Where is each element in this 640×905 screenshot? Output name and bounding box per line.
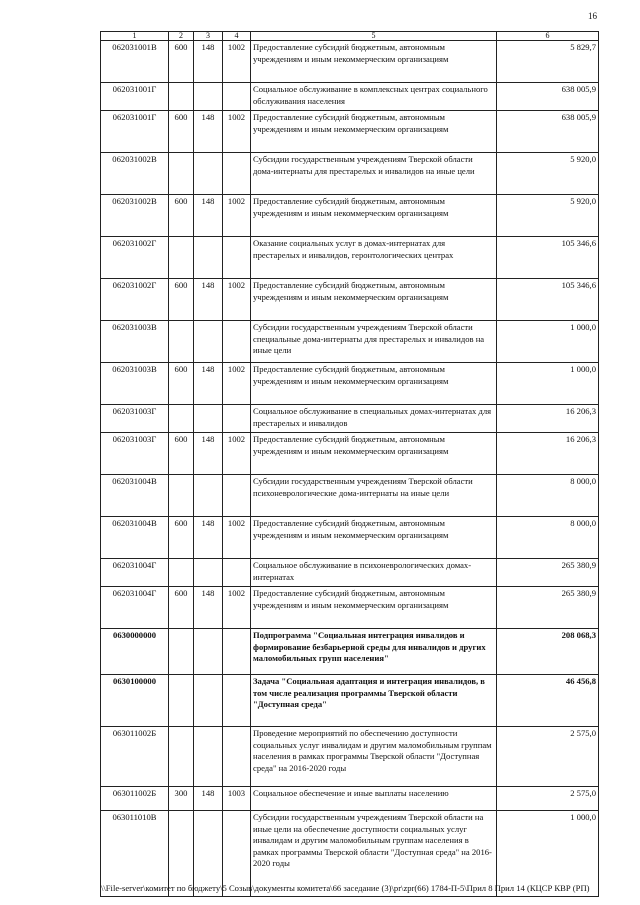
table-row bbox=[101, 587, 599, 629]
amount-cell: 8 000,0 bbox=[497, 475, 599, 517]
expense-type-cell: 600 bbox=[169, 433, 194, 475]
target-code-cell: 062031003В bbox=[101, 363, 169, 405]
expense-type-cell: 600 bbox=[169, 41, 194, 83]
target-code-cell: 062031003Г bbox=[101, 433, 169, 475]
section-code-cell bbox=[223, 237, 251, 279]
admin-code-cell bbox=[194, 475, 223, 517]
expense-type-cell: 600 bbox=[169, 195, 194, 237]
expense-type-cell bbox=[169, 629, 194, 675]
section-code-cell bbox=[223, 727, 251, 787]
description-cell: Субсидии государственным учреждениям Тверской области дома-интернаты для престарелых и инвалидов на иные цели bbox=[251, 153, 497, 195]
amount-cell: 16 206,3 bbox=[497, 433, 599, 475]
expense-type-cell bbox=[169, 83, 194, 111]
description-cell: Проведение мероприятий по обеспечению доступности социальных услуг инвалидам и другим маломобильным группам населения в рамках программы Тверской области "Доступная среда" на 2016-2020 годы bbox=[251, 727, 497, 787]
expense-type-cell: 600 bbox=[169, 279, 194, 321]
amount-cell: 5 920,0 bbox=[497, 195, 599, 237]
target-code-cell: 062031002Г bbox=[101, 237, 169, 279]
amount-cell: 1 000,0 bbox=[497, 321, 599, 363]
amount-cell: 5 920,0 bbox=[497, 153, 599, 195]
table-row bbox=[101, 517, 599, 559]
expense-type-cell bbox=[169, 475, 194, 517]
column-number-row bbox=[101, 32, 599, 41]
admin-code-cell: 148 bbox=[194, 111, 223, 153]
description-cell: Предоставление субсидий бюджетным, автономным учреждениям и иным некоммерческим организациям bbox=[251, 433, 497, 475]
table-row bbox=[101, 363, 599, 405]
column-number: 3 bbox=[194, 32, 223, 41]
admin-code-cell bbox=[194, 153, 223, 195]
target-code-cell: 062031002В bbox=[101, 153, 169, 195]
expense-type-cell bbox=[169, 559, 194, 587]
amount-cell: 1 000,0 bbox=[497, 363, 599, 405]
budget-table bbox=[100, 31, 599, 897]
description-cell: Социальное обслуживание в комплексных центрах социального обслуживания населения bbox=[251, 83, 497, 111]
expense-type-cell bbox=[169, 153, 194, 195]
amount-cell: 105 346,6 bbox=[497, 237, 599, 279]
target-code-cell: 063011010В bbox=[101, 811, 169, 897]
admin-code-cell bbox=[194, 675, 223, 727]
description-cell: Подпрограмма "Социальная интеграция инвалидов и формирование безбарьерной среды для инвалидов и других маломобильных групп населения" bbox=[251, 629, 497, 675]
target-code-cell: 062031001Г bbox=[101, 83, 169, 111]
table-row bbox=[101, 727, 599, 787]
description-cell: Оказание социальных услуг в домах-интернатах для престарелых и инвалидов, геронтологических центрах bbox=[251, 237, 497, 279]
admin-code-cell bbox=[194, 237, 223, 279]
budget-table-body bbox=[101, 32, 599, 897]
amount-cell: 2 575,0 bbox=[497, 727, 599, 787]
amount-cell: 638 005,9 bbox=[497, 83, 599, 111]
amount-cell: 105 346,6 bbox=[497, 279, 599, 321]
table-row bbox=[101, 321, 599, 363]
table-row bbox=[101, 153, 599, 195]
section-code-cell: 1002 bbox=[223, 517, 251, 559]
target-code-cell: 062031001В bbox=[101, 41, 169, 83]
section-code-cell bbox=[223, 153, 251, 195]
description-cell: Предоставление субсидий бюджетным, автономным учреждениям и иным некоммерческим организациям bbox=[251, 587, 497, 629]
description-cell: Социальное обслуживание в специальных домах-интернатах для престарелых и инвалидов bbox=[251, 405, 497, 433]
table-row bbox=[101, 41, 599, 83]
description-cell: Предоставление субсидий бюджетным, автономным учреждениям и иным некоммерческим организациям bbox=[251, 41, 497, 83]
admin-code-cell bbox=[194, 559, 223, 587]
section-code-cell: 1002 bbox=[223, 363, 251, 405]
section-code-cell bbox=[223, 83, 251, 111]
section-code-cell bbox=[223, 321, 251, 363]
table-row bbox=[101, 675, 599, 727]
admin-code-cell: 148 bbox=[194, 517, 223, 559]
section-code-cell: 1002 bbox=[223, 587, 251, 629]
table-row bbox=[101, 83, 599, 111]
expense-type-cell: 600 bbox=[169, 363, 194, 405]
table-row bbox=[101, 475, 599, 517]
admin-code-cell bbox=[194, 727, 223, 787]
section-code-cell bbox=[223, 405, 251, 433]
description-cell: Предоставление субсидий бюджетным, автономным учреждениям и иным некоммерческим организациям bbox=[251, 517, 497, 559]
target-code-cell: 062031004В bbox=[101, 517, 169, 559]
target-code-cell: 0630100000 bbox=[101, 675, 169, 727]
admin-code-cell bbox=[194, 321, 223, 363]
target-code-cell: 062031003Г bbox=[101, 405, 169, 433]
section-code-cell bbox=[223, 629, 251, 675]
description-cell: Задача "Социальная адаптация и интеграция инвалидов, в том числе реализация программы Тверской области "Доступная среда" bbox=[251, 675, 497, 727]
table-row bbox=[101, 405, 599, 433]
admin-code-cell: 148 bbox=[194, 279, 223, 321]
section-code-cell bbox=[223, 675, 251, 727]
admin-code-cell bbox=[194, 629, 223, 675]
section-code-cell bbox=[223, 475, 251, 517]
amount-cell: 265 380,9 bbox=[497, 559, 599, 587]
description-cell: Субсидии государственным учреждениям Тверской области психоневрологические дома-интернаты на иные цели bbox=[251, 475, 497, 517]
page-number: 16 bbox=[588, 11, 597, 21]
table-row bbox=[101, 111, 599, 153]
admin-code-cell bbox=[194, 405, 223, 433]
admin-code-cell: 148 bbox=[194, 195, 223, 237]
amount-cell: 16 206,3 bbox=[497, 405, 599, 433]
admin-code-cell: 148 bbox=[194, 787, 223, 811]
table-row bbox=[101, 433, 599, 475]
table-row bbox=[101, 629, 599, 675]
target-code-cell: 062031004Г bbox=[101, 587, 169, 629]
target-code-cell: 062031002Г bbox=[101, 279, 169, 321]
column-number: 4 bbox=[223, 32, 251, 41]
column-number: 5 bbox=[251, 32, 497, 41]
table-row bbox=[101, 195, 599, 237]
expense-type-cell bbox=[169, 727, 194, 787]
admin-code-cell: 148 bbox=[194, 363, 223, 405]
description-cell: Предоставление субсидий бюджетным, автономным учреждениям и иным некоммерческим организациям bbox=[251, 111, 497, 153]
section-code-cell: 1002 bbox=[223, 195, 251, 237]
amount-cell: 8 000,0 bbox=[497, 517, 599, 559]
target-code-cell: 063011002Б bbox=[101, 787, 169, 811]
expense-type-cell: 600 bbox=[169, 111, 194, 153]
target-code-cell: 062031004В bbox=[101, 475, 169, 517]
target-code-cell: 0630000000 bbox=[101, 629, 169, 675]
target-code-cell: 062031003В bbox=[101, 321, 169, 363]
amount-cell: 46 456,8 bbox=[497, 675, 599, 727]
table-row bbox=[101, 559, 599, 587]
section-code-cell: 1003 bbox=[223, 787, 251, 811]
expense-type-cell bbox=[169, 405, 194, 433]
expense-type-cell: 600 bbox=[169, 587, 194, 629]
description-cell: Предоставление субсидий бюджетным, автономным учреждениям и иным некоммерческим организациям bbox=[251, 195, 497, 237]
target-code-cell: 062031001Г bbox=[101, 111, 169, 153]
expense-type-cell bbox=[169, 237, 194, 279]
description-cell: Социальное обеспечение и иные выплаты населению bbox=[251, 787, 497, 811]
amount-cell: 265 380,9 bbox=[497, 587, 599, 629]
amount-cell: 1 000,0 bbox=[497, 811, 599, 897]
expense-type-cell: 600 bbox=[169, 517, 194, 559]
section-code-cell: 1002 bbox=[223, 279, 251, 321]
table-row bbox=[101, 787, 599, 811]
expense-type-cell bbox=[169, 675, 194, 727]
target-code-cell: 062031002В bbox=[101, 195, 169, 237]
description-cell: Предоставление субсидий бюджетным, автономным учреждениям и иным некоммерческим организациям bbox=[251, 363, 497, 405]
target-code-cell: 063011002Б bbox=[101, 727, 169, 787]
section-code-cell: 1002 bbox=[223, 111, 251, 153]
amount-cell: 5 829,7 bbox=[497, 41, 599, 83]
column-number: 6 bbox=[497, 32, 599, 41]
target-code-cell: 062031004Г bbox=[101, 559, 169, 587]
amount-cell: 2 575,0 bbox=[497, 787, 599, 811]
expense-type-cell: 300 bbox=[169, 787, 194, 811]
table-row bbox=[101, 279, 599, 321]
description-cell: Субсидии государственным учреждениям Тверской области на иные цели на обеспечение доступности социальных услуг инвалидам и другим маломобильным группам населения в рамках программы Тверской области "Доступная среда" на 2016-2020 годы bbox=[251, 811, 497, 897]
description-cell: Субсидии государственным учреждениям Тверской области специальные дома-интернаты для престарелых и инвалидов на иные цели bbox=[251, 321, 497, 363]
admin-code-cell: 148 bbox=[194, 433, 223, 475]
admin-code-cell: 148 bbox=[194, 587, 223, 629]
table-row bbox=[101, 237, 599, 279]
description-cell: Социальное обслуживание в психоневрологических домах-интернатах bbox=[251, 559, 497, 587]
amount-cell: 208 068,3 bbox=[497, 629, 599, 675]
admin-code-cell: 148 bbox=[194, 41, 223, 83]
amount-cell: 638 005,9 bbox=[497, 111, 599, 153]
admin-code-cell bbox=[194, 83, 223, 111]
column-number: 2 bbox=[169, 32, 194, 41]
section-code-cell: 1002 bbox=[223, 433, 251, 475]
section-code-cell bbox=[223, 559, 251, 587]
section-code-cell: 1002 bbox=[223, 41, 251, 83]
file-path-footer: \\File-server\комитет по бюджету\5 Созыв\документы комитета\66 заседание (3)\pr\zpr(66) 1784-П-5\Прил 8 Прил 14 (КЦСР КВР (РП) bbox=[101, 883, 590, 893]
description-cell: Предоставление субсидий бюджетным, автономным учреждениям и иным некоммерческим организациям bbox=[251, 279, 497, 321]
column-number: 1 bbox=[101, 32, 169, 41]
expense-type-cell bbox=[169, 321, 194, 363]
